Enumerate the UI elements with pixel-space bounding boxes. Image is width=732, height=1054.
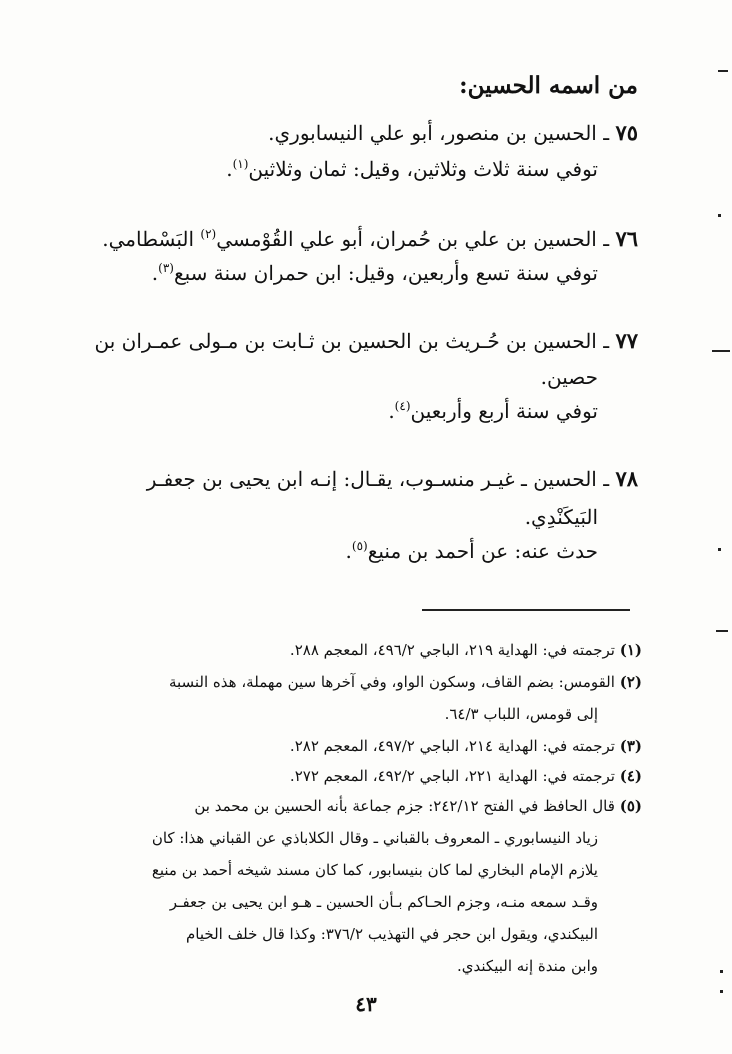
footnote-1 (290, 636, 642, 664)
footnote-ref[interactable]: (٤) (394, 399, 411, 413)
margin-dot (720, 990, 723, 993)
footnote-text: ترجمته في: الهداية ٢١٤، الباجي ٤٩٧/٢، المعجم ٢٨٢. (289, 737, 615, 755)
entry-77-line-1 (95, 324, 638, 358)
entry-dash: ـ (596, 467, 610, 491)
entry-text: الحسين بن منصور، أبو علي النيسابوري. (268, 121, 597, 145)
footnote-number: (١) (619, 641, 642, 659)
entry-77-line-3 (388, 394, 598, 431)
footnote-separator (422, 609, 630, 611)
footnote-number: (٣) (619, 737, 642, 755)
footnote-number: (٢) (619, 673, 642, 691)
section-heading: من اسمه الحسين: (459, 72, 638, 99)
footnote-text: يلازم الإمام البخاري لما كان بنيسابور، كما كان مسند شيخه أحمد بن منيع (151, 861, 598, 879)
footnote-4 (290, 762, 642, 790)
entry-76-line-2 (152, 256, 598, 293)
margin-dot (718, 214, 721, 217)
entry-punct: . (345, 539, 352, 563)
entry-punct: . (151, 261, 159, 285)
footnote-ref[interactable]: (٥) (351, 539, 368, 553)
footnote-5-line-6 (457, 952, 598, 980)
footnote-text: القومس: بضم القاف، وسكون الواو، وفي آخرها سين مهملة، هذه النسبة (168, 673, 615, 691)
footnote-2 (169, 668, 642, 696)
entry-text: البَيكَنْدِي. (524, 505, 598, 529)
margin-dot (720, 970, 723, 973)
footnote-text: ترجمته في: الهداية ٢١٩، الباجي ٤٩٦/٢، المعجم ٢٨٨. (289, 641, 615, 659)
footnote-5 (194, 792, 642, 820)
footnote-number: (٥) (619, 797, 642, 815)
entry-number: ٧٥ (615, 120, 638, 145)
entry-text: الحسين ـ غيـر منسـوب، يقـال: إنـه ابن يحيى بن جعفـر (146, 467, 597, 491)
footnote-text: وابن مندة إنه البيكندي. (457, 957, 598, 975)
footnote-text: قال الحافظ في الفتح ٢٤٢/١٢: جزم جماعة بأنه الحسين بن محمد بن (194, 797, 615, 815)
entry-text: حصين. (540, 365, 598, 389)
footnote-5-line-3 (152, 856, 598, 884)
page-number: ٤٣ (355, 992, 377, 1016)
footnote-text: إلى قومس، اللباب ٦٤/٣. (444, 705, 598, 723)
entry-text: البَسْطامي. (102, 227, 201, 251)
entry-75-line-1 (268, 116, 638, 150)
entry-text: الحسين بن علي بن حُمران، أبو علي القُوْمسي (216, 227, 597, 251)
footnote-3 (290, 732, 642, 760)
entry-dash: ـ (596, 329, 610, 353)
footnote-text: زياد النيسابوري ـ المعروف بالقباني ـ وقال الكلاباذي عن القباني هذا: كان (151, 829, 598, 847)
entry-78-line-2 (525, 500, 598, 534)
margin-dot (718, 548, 721, 551)
footnote-5-line-5 (186, 920, 598, 948)
footnote-2-line-2 (445, 700, 598, 728)
entry-punct: . (226, 157, 233, 181)
entry-number: ٧٧ (615, 328, 638, 353)
margin-mark (716, 630, 728, 632)
footnote-text: وقـد سمعه منـه، وجزم الحـاكم بـأن الحسين ـ هـو ابن يحيى بن جعفـر (169, 893, 598, 911)
entry-number: ٧٦ (615, 226, 638, 251)
footnote-text: ترجمته في: الهداية ٢٢١، الباجي ٤٩٢/٢، المعجم ٢٧٢. (289, 767, 615, 785)
entry-number: ٧٨ (615, 466, 638, 491)
entry-text: حدث عنه: عن أحمد بن منيع (367, 539, 598, 563)
entry-text: توفي سنة ثلاث وثلاثين، وقيل: ثمان وثلاثين (248, 157, 598, 181)
footnote-number: (٤) (619, 767, 642, 785)
margin-mark (718, 70, 728, 72)
entry-78-line-1 (147, 462, 638, 496)
entry-77-line-2 (541, 360, 598, 394)
footnote-ref[interactable]: (١) (232, 157, 249, 171)
entry-text: الحسين بن حُـريث بن الحسين بن ثـابت بن مـولى عمـران بن (94, 329, 597, 353)
footnote-5-line-4 (170, 888, 598, 916)
entry-text: توفي سنة تسع وأربعين، وقيل: ابن حمران سنة سبع (173, 261, 598, 285)
entry-dash: ـ (596, 227, 610, 251)
entry-75-line-2 (226, 152, 598, 189)
margin-mark (712, 350, 730, 352)
entry-dash: ـ (596, 121, 610, 145)
entry-punct: . (388, 399, 395, 423)
footnote-text: البيكندي، ويقول ابن حجر في التهذيب ٣٧٦/٢: وكذا قال خلف الخيام (186, 925, 598, 943)
footnote-ref[interactable]: (٣) (158, 261, 174, 275)
entry-76-line-1 (102, 222, 638, 259)
entry-text: توفي سنة أربع وأربعين (410, 399, 598, 423)
entry-78-line-3 (346, 534, 598, 571)
footnote-5-line-2 (152, 824, 598, 852)
footnote-ref[interactable]: (٢) (200, 227, 217, 241)
